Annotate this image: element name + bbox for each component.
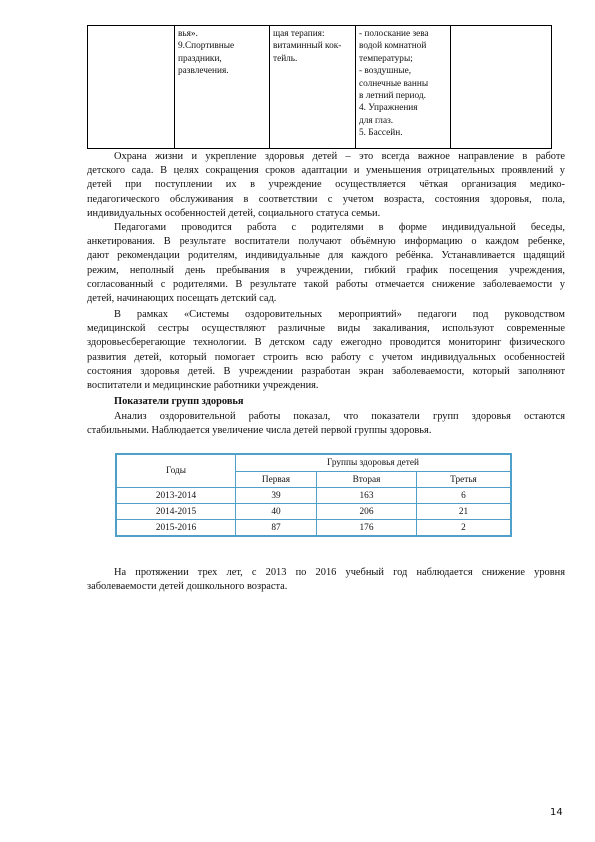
- cell-text: 4. Упражнения: [359, 103, 418, 114]
- cell-year: 2014-2015: [116, 504, 236, 520]
- cell-year: 2013-2014: [116, 488, 236, 504]
- text-line: здоровьесберегающие технологии. В детском саду ежегодно проводится мониторинг физического: [87, 337, 565, 349]
- paragraph-health-system: [87, 308, 565, 393]
- cell-text: вья».: [178, 29, 198, 39]
- cell-year: 2015-2016: [116, 520, 236, 537]
- cell-text: в летний период.: [359, 91, 426, 102]
- text-line: Анализ оздоровительной работы показал, что показатели групп здоровья остаются: [114, 411, 565, 422]
- cell-text: развлечения.: [178, 66, 229, 77]
- cell-text: солнечные ванны: [359, 78, 429, 89]
- paragraph-health-protection: [87, 150, 565, 221]
- text-line: заболеваемости детей дошкольного возраста.: [87, 581, 288, 593]
- table-row: [116, 504, 511, 520]
- table-row: [116, 520, 511, 537]
- table-header-row: [116, 454, 511, 472]
- header-groups: Группы здоровья детей: [236, 454, 512, 472]
- cell-text: водой комнатной: [359, 41, 427, 52]
- text-line: развития детей, который помогает строить всю работу с учетом индивидуальных особенностей: [87, 351, 565, 363]
- cell-first: 87: [236, 520, 317, 537]
- cell-first: 40: [236, 504, 317, 520]
- section-heading: Показатели групп здоровья: [114, 396, 244, 407]
- table-row: [88, 26, 552, 149]
- cell-second: 206: [317, 504, 417, 520]
- text-line: состояния здоровья детей. В учреждении разработан экран заболеваемости, который заполняют: [87, 365, 565, 377]
- text-line: Педагогами проводится работа с родителями в форме индивидуальной беседы,: [114, 222, 565, 233]
- text-line: педагогического обслуживания в соответствии с учетом возраста, состояния здоровья, пола,: [87, 193, 565, 205]
- text-line: режим, неполный день пребывания в учреждении, гибкий график посещения учреждения,: [87, 264, 565, 276]
- text-line: дают рекомендации родителям, индивидуальные для каждого ребёнка. Устанавливается щадящий: [87, 250, 565, 262]
- cell-text: температуры;: [359, 53, 413, 64]
- cell-third: 6: [417, 488, 512, 504]
- cell-first: 39: [236, 488, 317, 504]
- text-line: детей, начинающих посещать детский сад.: [87, 292, 277, 304]
- activities-table-continuation: [87, 25, 552, 149]
- text-line: индивидуальных особенностей детей, социального статуса семьи.: [87, 207, 381, 219]
- cell-text: витаминный кок-: [273, 41, 342, 52]
- cell-text: для глаз.: [359, 115, 394, 126]
- cell-text: щая терапия:: [273, 29, 325, 39]
- cell-third: 2: [417, 520, 512, 537]
- table-cell-empty: [451, 26, 552, 149]
- cell-text: - полоскание зева: [359, 29, 429, 39]
- subheader-third: Третья: [417, 472, 512, 488]
- cell-text: 9.Спортивные: [178, 41, 235, 52]
- cell-text: 5. Бассейн.: [359, 128, 403, 139]
- subheader-second: Вторая: [317, 472, 417, 488]
- text-line: воспитатели и медицинские работники учреждения.: [87, 379, 319, 391]
- table-cell: [270, 26, 356, 149]
- paragraph-analysis: [87, 410, 565, 438]
- table-row: [116, 488, 511, 504]
- text-line: детей при поступлении их в учреждение осуществляется чёткая организация медико-: [87, 179, 565, 191]
- cell-text: праздники,: [178, 53, 222, 64]
- cell-second: 163: [317, 488, 417, 504]
- text-line: анкетирования. В результате воспитатели получают объёмную информацию о каждом ребенке,: [87, 236, 565, 248]
- cell-text: тейль.: [273, 53, 298, 64]
- text-line: Охрана жизни и укрепление здоровья детей – это всегда важное направление в работе: [114, 151, 565, 162]
- paragraph-conclusion: [87, 566, 565, 594]
- cell-second: 176: [317, 520, 417, 537]
- table-cell: [356, 26, 451, 149]
- cell-third: 21: [417, 504, 512, 520]
- table-cell-empty: [88, 26, 175, 149]
- subheader-first: Первая: [236, 472, 317, 488]
- text-line: На протяжении трех лет, с 2013 по 2016 учебный год наблюдается снижение уровня: [114, 567, 565, 578]
- header-years: Годы: [116, 454, 236, 488]
- health-groups-table: [115, 453, 512, 537]
- text-line: стабильными. Наблюдается увеличение числа детей первой группы здоровья.: [87, 425, 432, 437]
- text-line: В рамках «Системы оздоровительных мероприятий» педагоги под руководством: [114, 309, 565, 320]
- text-line: согласованный с родителями. В результате такой работы отмечается снижение заболеваемости у: [87, 278, 565, 290]
- text-line: медицинской сестры осуществляют различные виды закаливания, используют современные: [87, 323, 565, 335]
- cell-text: - воздушные,: [359, 66, 412, 77]
- page-number: 14: [550, 807, 563, 818]
- table-cell: [175, 26, 270, 149]
- paragraph-work-with-parents: [87, 221, 565, 306]
- text-line: детского сада. В целях сокращения сроков адаптации и уменьшения отрицательных проявлений у: [87, 165, 565, 177]
